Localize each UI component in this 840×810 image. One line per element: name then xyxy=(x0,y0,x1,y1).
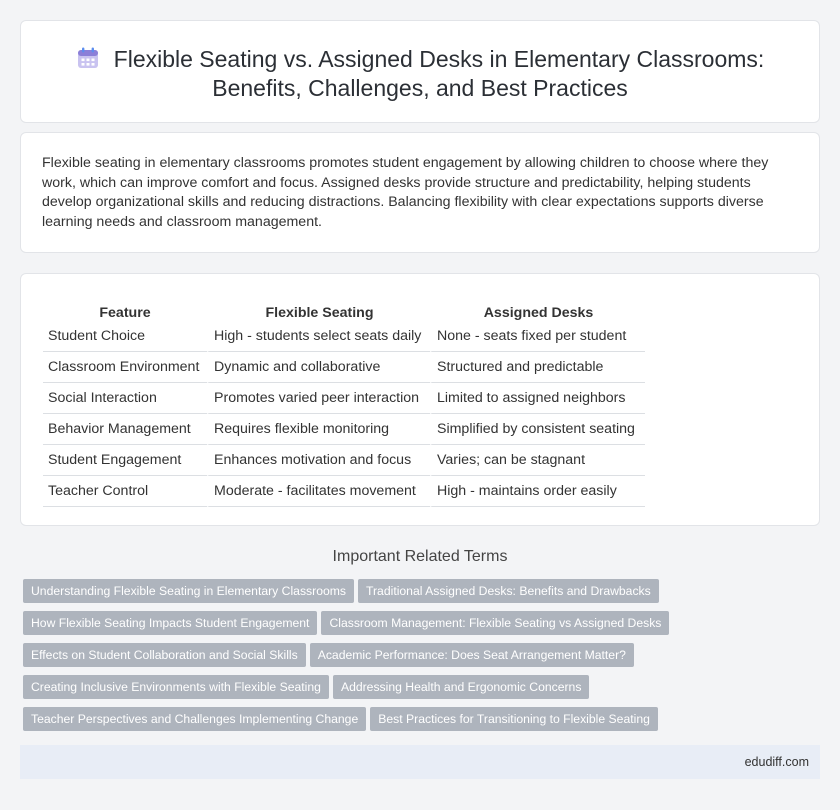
table-cell: High - students select seats daily xyxy=(207,321,430,352)
column-header: Feature xyxy=(99,305,151,321)
page-title xyxy=(21,45,819,103)
table-cell: Promotes varied peer interaction xyxy=(207,383,430,414)
related-term-tag[interactable]: Classroom Management: Flexible Seating vs Assigned Desks xyxy=(321,611,669,635)
header-card xyxy=(20,20,820,123)
related-term-tag[interactable]: How Flexible Seating Impacts Student Engagement xyxy=(23,611,317,635)
table-header-row xyxy=(43,296,645,321)
related-term-tag[interactable]: Traditional Assigned Desks: Benefits and Drawbacks xyxy=(358,579,659,603)
table-row xyxy=(43,445,645,476)
tag-row xyxy=(23,675,723,707)
table-row xyxy=(43,476,645,507)
related-terms-heading: Important Related Terms xyxy=(332,548,508,565)
table-row xyxy=(43,352,645,383)
table-cell: Dynamic and collaborative xyxy=(207,352,430,383)
intro-paragraph: Flexible seating in elementary classrooms promotes student engagement by allowing children to choose where they work, which can improve comfort and focus. Assigned desks provide structure and predictability, helping students develop organizational skills and reducing distractions. Balancing flexibility with clear expectations supports diverse learning needs and classroom management. xyxy=(42,155,769,230)
related-term-tag[interactable]: Understanding Flexible Seating in Elementary Classrooms xyxy=(23,579,354,603)
related-term-tag[interactable]: Teacher Perspectives and Challenges Implementing Change xyxy=(23,707,366,731)
intro-card xyxy=(20,132,820,253)
table-row xyxy=(43,414,645,445)
title-line-1: Flexible Seating vs. Assigned Desks in Elementary Classrooms: xyxy=(113,46,765,72)
table-cell: Student Engagement xyxy=(43,445,207,476)
tag-row xyxy=(23,611,723,643)
calendar-icon xyxy=(76,46,100,70)
comparison-table-card xyxy=(20,273,820,526)
related-term-tag[interactable]: Addressing Health and Ergonomic Concerns xyxy=(333,675,590,699)
table-cell: Requires flexible monitoring xyxy=(207,414,430,445)
related-term-tag[interactable]: Academic Performance: Does Seat Arrangement Matter? xyxy=(310,643,634,667)
title-line-2: Benefits, Challenges, and Best Practices xyxy=(212,75,628,101)
related-terms-list xyxy=(23,579,723,739)
table-cell: Classroom Environment xyxy=(43,352,207,383)
table-row xyxy=(43,383,645,414)
table-cell: Structured and predictable xyxy=(430,352,645,383)
tag-row xyxy=(23,707,723,739)
table-cell: Varies; can be stagnant xyxy=(430,445,645,476)
column-header: Flexible Seating xyxy=(207,296,430,321)
tag-row xyxy=(23,643,723,675)
related-term-tag[interactable]: Best Practices for Transitioning to Flexible Seating xyxy=(370,707,658,731)
table-cell: None - seats fixed per student xyxy=(430,321,645,352)
tag-row xyxy=(23,579,723,611)
table-cell: Teacher Control xyxy=(43,476,207,507)
column-header: Assigned Desks xyxy=(430,296,645,321)
comparison-table xyxy=(43,296,645,507)
table-cell: Social Interaction xyxy=(43,383,207,414)
related-term-tag[interactable]: Creating Inclusive Environments with Flexible Seating xyxy=(23,675,329,699)
table-cell: High - maintains order easily xyxy=(430,476,645,507)
site-name[interactable]: edudiff.com xyxy=(744,755,809,769)
table-row xyxy=(43,321,645,352)
table-cell: Simplified by consistent seating xyxy=(430,414,645,445)
table-cell: Limited to assigned neighbors xyxy=(430,383,645,414)
related-term-tag[interactable]: Effects on Student Collaboration and Social Skills xyxy=(23,643,306,667)
table-cell: Enhances motivation and focus xyxy=(207,445,430,476)
table-cell: Student Choice xyxy=(43,321,207,352)
footer xyxy=(20,745,820,779)
table-cell: Moderate - facilitates movement xyxy=(207,476,430,507)
table-cell: Behavior Management xyxy=(43,414,207,445)
